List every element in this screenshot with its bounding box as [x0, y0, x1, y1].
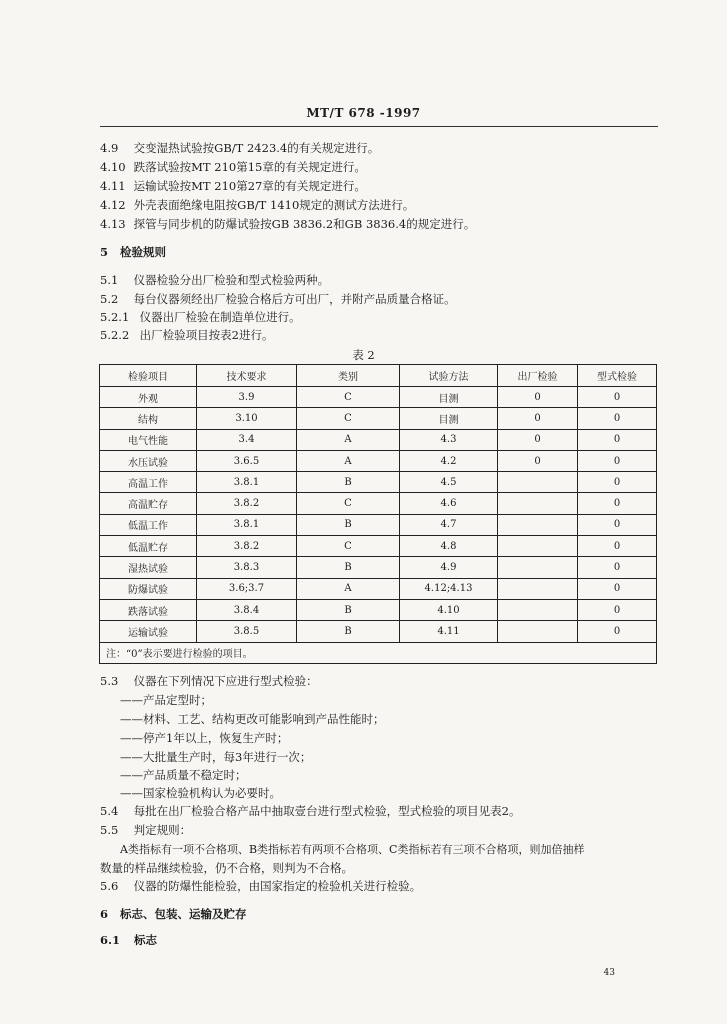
table-cell: 3.6;3.7 [197, 578, 297, 599]
table-row [100, 493, 657, 514]
clause-5-5 [100, 822, 191, 838]
table-header-row [100, 365, 657, 387]
table-cell: 低温工作 [100, 514, 197, 535]
table-cell: 外观 [100, 387, 197, 408]
inspection-table [99, 364, 657, 664]
table-row [100, 450, 657, 471]
clause-text: 探管与同步机的防爆试验按GB 3836.2和GB 3836.4的规定进行。 [133, 217, 476, 231]
page-number: 43 [603, 968, 615, 978]
table-cell: 3.8.5 [197, 621, 297, 642]
table-cell [498, 514, 578, 535]
clause-text: 仪器在下列情况下应进行型式检验： [133, 674, 318, 688]
table-cell: C [297, 493, 400, 514]
table-cell: 0 [578, 472, 657, 493]
judgement-rule-line-2: 数量的样品继续检验，仍不合格，则判为不合格。 [100, 861, 353, 875]
table-cell: 4.3 [400, 429, 498, 450]
column-header: 试验方法 [400, 365, 498, 387]
table-cell: 0 [578, 578, 657, 599]
condition-item: ——大批量生产时，每3年进行一次； [120, 750, 312, 764]
table-row [100, 621, 657, 642]
table-cell [498, 621, 578, 642]
clause-text: 运输试验按MT 210第27章的有关规定进行。 [133, 179, 366, 193]
table-row [100, 557, 657, 578]
table-row [100, 387, 657, 408]
clause-text: 判定规则： [133, 823, 192, 837]
clause-5-4 [100, 803, 520, 819]
clause-5-2-1 [100, 309, 301, 325]
table-cell: 3.8.4 [197, 599, 297, 620]
judgement-rule-line-1: A类指标有一项不合格项、B类指标若有两项不合格项、C类指标若有三项不合格项，则加倍抽样 [120, 843, 585, 856]
table-cell: 3.4 [197, 429, 297, 450]
clause-number: 5.6 [100, 879, 119, 893]
clause-text: 每批在出厂检验合格产品中抽取壹台进行型式检验，型式检验的项目见表2。 [133, 804, 521, 818]
table-cell: 3.6.5 [197, 450, 297, 471]
table-cell [498, 536, 578, 557]
clause-4-12 [100, 197, 414, 213]
clause-text: 仪器检验分出厂检验和型式检验两种。 [133, 273, 330, 287]
clause-5-2-2 [100, 327, 273, 343]
table-cell: 0 [578, 450, 657, 471]
clause-number: 4.11 [100, 179, 126, 193]
section-5-heading [100, 244, 166, 260]
table-row [100, 472, 657, 493]
clause-number: 5.4 [100, 804, 119, 818]
table-cell: C [297, 387, 400, 408]
table-cell: 3.9 [197, 387, 297, 408]
clause-5-2 [100, 291, 456, 307]
condition-item: ——产品质量不稳定时； [120, 768, 247, 782]
clause-text: 交变湿热试验按GB/T 2423.4的有关规定进行。 [133, 141, 380, 155]
clause-5-3 [100, 673, 318, 689]
table-cell: 低温贮存 [100, 536, 197, 557]
clause-4-13 [100, 216, 475, 232]
clause-4-10 [100, 159, 366, 175]
table-cell: 电气性能 [100, 429, 197, 450]
clause-5-6 [100, 878, 421, 894]
clause-number: 5.5 [100, 823, 119, 837]
table-cell [498, 578, 578, 599]
column-header: 出厂检验 [498, 365, 578, 387]
table-cell: 水压试验 [100, 450, 197, 471]
clause-text: 仪器出厂检验在制造单位进行。 [139, 310, 301, 324]
condition-item: ——产品定型时； [120, 693, 212, 707]
clause-title: 标志 [134, 933, 158, 947]
column-header: 检验项目 [100, 365, 197, 387]
clause-4-9 [100, 140, 379, 156]
clause-text: 出厂检验项目按表2进行。 [139, 328, 274, 342]
table-cell: C [297, 408, 400, 429]
table-cell: 高温贮存 [100, 493, 197, 514]
section-number: 6 [100, 907, 109, 921]
header-rule [100, 126, 658, 127]
table-cell: 4.8 [400, 536, 498, 557]
table-cell: 4.7 [400, 514, 498, 535]
table-cell: 高温工作 [100, 472, 197, 493]
section-title: 检验规则 [120, 245, 167, 259]
clause-5-1 [100, 272, 329, 288]
table-cell: 4.12;4.13 [400, 578, 498, 599]
table-row [100, 599, 657, 620]
table-cell: B [297, 472, 400, 493]
condition-item: ——材料、工艺、结构更改可能影响到产品性能时； [120, 712, 385, 726]
table-note: 注：“0”表示要进行检验的项目。 [100, 642, 657, 663]
clause-text: 仪器的防爆性能检验，由国家指定的检验机关进行检验。 [133, 879, 422, 893]
table-cell: 0 [498, 387, 578, 408]
table-cell: 0 [578, 429, 657, 450]
table-cell: 目测 [400, 408, 498, 429]
table-cell: 结构 [100, 408, 197, 429]
table-cell: 4.6 [400, 493, 498, 514]
clause-number: 5.2.2 [100, 328, 130, 342]
table-row [100, 514, 657, 535]
table-row [100, 429, 657, 450]
condition-item: ——国家检验机构认为必要时。 [120, 786, 281, 800]
table-cell: 0 [498, 429, 578, 450]
clause-number: 4.12 [100, 198, 126, 212]
clause-6-1 [100, 932, 157, 948]
table-cell [498, 599, 578, 620]
table-cell: 0 [578, 621, 657, 642]
table-cell [498, 557, 578, 578]
clause-number: 4.13 [100, 217, 126, 231]
table-cell: 4.10 [400, 599, 498, 620]
clause-4-11 [100, 178, 366, 194]
table-cell: 0 [578, 536, 657, 557]
table-cell: A [297, 429, 400, 450]
table-cell: 0 [498, 408, 578, 429]
table-cell: A [297, 450, 400, 471]
table-cell: 防爆试验 [100, 578, 197, 599]
clause-number: 5.2 [100, 292, 119, 306]
table-cell: 4.9 [400, 557, 498, 578]
table-cell: 3.8.2 [197, 493, 297, 514]
section-number: 5 [100, 245, 109, 259]
table-row [100, 578, 657, 599]
clause-number: 5.1 [100, 273, 119, 287]
table-cell: 3.8.3 [197, 557, 297, 578]
table-cell: 3.8.2 [197, 536, 297, 557]
table-cell: 0 [578, 493, 657, 514]
table-cell: 0 [578, 557, 657, 578]
table-note-row [100, 642, 657, 663]
table-row [100, 536, 657, 557]
section-title: 标志、包装、运输及贮存 [120, 907, 247, 921]
table-cell: B [297, 557, 400, 578]
table-caption: 表 2 [352, 348, 375, 362]
table-cell: 3.8.1 [197, 472, 297, 493]
clause-number: 5.3 [100, 674, 119, 688]
clause-text: 跌落试验按MT 210第15章的有关规定进行。 [133, 160, 366, 174]
table-cell: 3.8.1 [197, 514, 297, 535]
clause-number: 4.10 [100, 160, 126, 174]
table-cell: B [297, 514, 400, 535]
table-cell: C [297, 536, 400, 557]
table-cell: 4.2 [400, 450, 498, 471]
table-cell: 目测 [400, 387, 498, 408]
table-cell: 4.5 [400, 472, 498, 493]
table-cell: 0 [578, 387, 657, 408]
column-header: 型式检验 [578, 365, 657, 387]
clause-number: 4.9 [100, 141, 119, 155]
table-row [100, 408, 657, 429]
table-cell [498, 472, 578, 493]
table-cell: B [297, 621, 400, 642]
clause-number: 5.2.1 [100, 310, 130, 324]
table-cell: 0 [578, 408, 657, 429]
table-cell: 跌落试验 [100, 599, 197, 620]
document-header: MT/T 678 -1997 [306, 106, 421, 120]
section-6-heading [100, 906, 247, 922]
table-cell: 运输试验 [100, 621, 197, 642]
column-header: 技术要求 [197, 365, 297, 387]
table-cell: A [297, 578, 400, 599]
table-cell: B [297, 599, 400, 620]
table-cell: 湿热试验 [100, 557, 197, 578]
condition-item: ——停产1年以上，恢复生产时； [120, 731, 289, 745]
table-cell: 0 [498, 450, 578, 471]
table-cell: 0 [578, 599, 657, 620]
table-cell: 3.10 [197, 408, 297, 429]
table-cell: 0 [578, 514, 657, 535]
table-cell: 4.11 [400, 621, 498, 642]
clause-text: 每台仪器须经出厂检验合格后方可出厂，并附产品质量合格证。 [133, 292, 456, 306]
column-header: 类别 [297, 365, 400, 387]
clause-number: 6.1 [100, 933, 121, 947]
table-cell [498, 493, 578, 514]
clause-text: 外壳表面绝缘电阻按GB/T 1410规定的测试方法进行。 [133, 198, 415, 212]
